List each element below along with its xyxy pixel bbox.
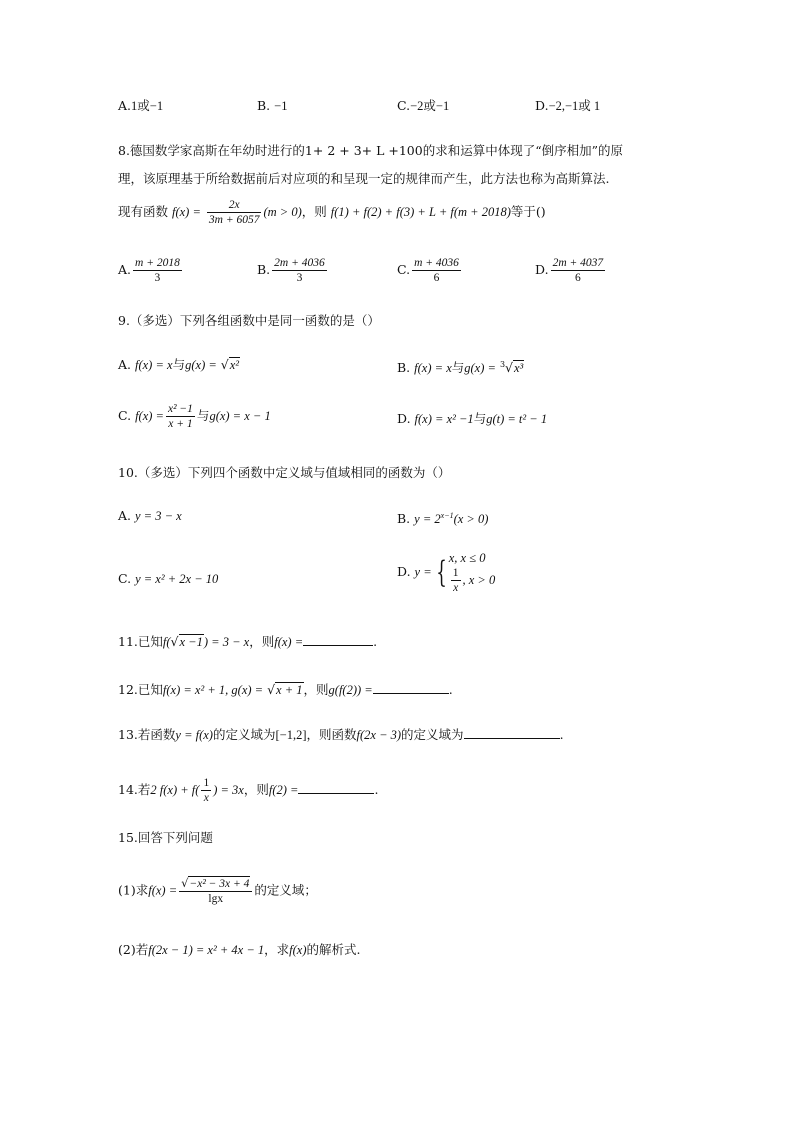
- fraction-numerator: 1: [203, 777, 210, 789]
- answer-blank[interactable]: [464, 726, 560, 739]
- fraction-numerator: x² −1: [167, 403, 193, 415]
- fraction-denominator: x: [453, 582, 459, 594]
- q9-option-d: [397, 410, 547, 428]
- q13-mid2: ，则函数: [306, 727, 357, 742]
- fraction-numerator: √−x² − 3x + 4: [179, 876, 252, 892]
- q8-line-2: 理，该原理基于所给数据前后对应项的和呈现一定的规律而产生，此方法也称为高斯算法.: [118, 171, 610, 186]
- fraction-denominator: x: [203, 792, 209, 804]
- fraction-denominator: 3: [296, 272, 303, 284]
- q8-line-1: 8.德国数学家高斯在年幼时进行的1+ 2 + 3+ L +100的求和运算中体现了“倒序相加”的原: [118, 143, 623, 158]
- q15-p1-prefix: (1)求: [118, 882, 149, 898]
- option-label: C.: [118, 408, 132, 423]
- q8-fraction: [207, 198, 262, 227]
- q13-expr: y = f(x): [175, 728, 213, 742]
- option-label: A.: [118, 508, 132, 523]
- q9-option-b: B. f(x) = x与g(x) = $^3$√x³: [397, 360, 524, 376]
- q14-expr2: ) = 3x: [213, 783, 244, 797]
- fraction-denominator: 3m + 6057: [208, 214, 260, 226]
- q14-mid: ，则: [243, 782, 269, 797]
- option-f: f(x) = x² −1: [414, 412, 474, 426]
- q11: 11.已知f(√x −1) = 3 − x，则f(x) = .: [118, 634, 378, 649]
- q8-sum: f(1) + f(2) + f(3) + L + f(m + 2018): [330, 205, 511, 219]
- q10-option-d: [397, 550, 495, 595]
- q15-part-2: [118, 941, 361, 959]
- q11-mid: ，则: [249, 634, 275, 649]
- option-text: −2,−1或 1: [548, 99, 601, 113]
- option-label: D.: [535, 98, 549, 113]
- fraction-numerator: 2m + 4037: [552, 257, 604, 269]
- q13-mid1: 的定义域为: [212, 727, 276, 742]
- radicand: x³: [514, 361, 524, 376]
- q13-prefix: 13.若函数: [118, 727, 176, 742]
- q7-option-b: [257, 97, 287, 115]
- root-index: 3: [499, 360, 506, 369]
- q8-line-3: [118, 198, 546, 227]
- option-label: D.: [397, 564, 411, 579]
- case-2: [449, 566, 495, 595]
- q12-expr: f(x) = x² + 1, g(x) =: [162, 683, 264, 697]
- q11-prefix: 11.已知: [118, 634, 163, 649]
- fraction-numerator: 2x: [207, 198, 262, 213]
- q15-p2-prefix: (2)若: [118, 942, 149, 957]
- option-f: f(x) =: [135, 409, 164, 423]
- q13: [118, 726, 564, 744]
- q12-mid: ，则: [303, 682, 329, 697]
- option-g: g(t) = t² − 1: [486, 412, 548, 426]
- option-f: f(x) = x: [414, 361, 452, 376]
- q8-end: 等于(): [510, 204, 546, 219]
- option-with: 与: [196, 408, 210, 423]
- option-text: −1: [274, 99, 288, 113]
- option-text: −2或−1: [410, 99, 450, 113]
- radicand: x²: [229, 358, 240, 372]
- option-label: D.: [535, 262, 549, 277]
- option-text: 1或−1: [131, 99, 164, 113]
- q14-end: .: [374, 782, 379, 797]
- q12-end: .: [448, 682, 453, 697]
- q13-mid3: 的定义域为: [401, 727, 464, 742]
- q14: [118, 776, 378, 805]
- option-label: C.: [397, 98, 411, 113]
- option-text: y = x² + 2x − 10: [135, 572, 219, 586]
- option-label: A.: [118, 357, 132, 372]
- option-condition: (x > 0): [453, 512, 489, 527]
- q8-prefix: 现有函数: [118, 204, 169, 219]
- q8-option-d: [535, 256, 607, 285]
- piecewise-cases: [449, 550, 495, 595]
- q7-option-d: [535, 97, 600, 115]
- q11-end: .: [373, 634, 378, 649]
- q14-expr1: 2 f(x) + f(: [150, 783, 200, 797]
- q12-gf: g(f(2)) =: [328, 683, 373, 697]
- q11-f: f(: [162, 635, 171, 649]
- answer-blank[interactable]: [298, 781, 374, 794]
- q15-p1-end: 的定义域；: [254, 882, 317, 898]
- option-text: y = 3 − x: [135, 509, 182, 523]
- option-label: A.: [118, 262, 132, 277]
- q8-option-a: [118, 256, 184, 285]
- option-label: B.: [397, 360, 411, 376]
- q9-option-a: A. f(x) = x与g(x) = √x²: [118, 357, 240, 372]
- fraction-numerator: 1: [452, 567, 459, 579]
- q7-option-c: [397, 97, 449, 115]
- option-label: A.: [118, 98, 132, 113]
- q12: 12.已知f(x) = x² + 1, g(x) = √x + 1，则g(f(2)) = .: [118, 682, 453, 697]
- case-2-condition: , x > 0: [462, 573, 496, 587]
- q9-stem: 9.（多选）下列各组函数中是同一函数的是（）: [118, 313, 380, 328]
- fraction-numerator: m + 2018: [135, 257, 180, 269]
- option-label: C.: [118, 571, 132, 586]
- answer-blank[interactable]: [303, 633, 373, 646]
- q15-p1-f: f(x) =: [148, 883, 178, 898]
- q10-option-c: [118, 570, 218, 588]
- exponent: x−1: [440, 511, 454, 520]
- fraction-denominator: 3: [154, 272, 161, 284]
- option-f: f(x) = x: [135, 358, 173, 372]
- option-label: B.: [257, 262, 271, 277]
- q13-end: .: [559, 727, 564, 742]
- fraction-denominator: x + 1: [168, 418, 193, 430]
- q15-p2-expr: f(2x − 1) = x² + 4x − 1: [148, 943, 265, 957]
- q15-p2-f: f(x): [289, 943, 307, 957]
- q14-f2: f(2) =: [268, 783, 299, 797]
- radicand: −x² − 3x + 4: [189, 878, 250, 890]
- q11-fx: f(x) =: [274, 635, 304, 649]
- q7-option-a: [118, 97, 163, 115]
- option-text: y = 2: [414, 512, 441, 527]
- q8-fx: f(x) =: [172, 205, 201, 219]
- q10-option-b: [397, 507, 488, 528]
- answer-blank[interactable]: [373, 681, 449, 694]
- option-y: y =: [414, 565, 432, 579]
- q8-mid: ，则: [301, 204, 327, 219]
- q15-p2-end: 的解析式.: [306, 942, 361, 957]
- q14-prefix: 14.若: [118, 782, 151, 797]
- left-brace-icon: {: [435, 554, 447, 590]
- option-g: g(x) = x − 1: [209, 409, 271, 423]
- q8-option-c: [397, 256, 463, 285]
- option-g: g(x) =: [185, 358, 217, 372]
- q9-option-c: [118, 402, 271, 431]
- q13-expr2: f(2x − 3): [356, 728, 402, 742]
- option-label: D.: [397, 411, 411, 426]
- case-1: x, x ≤ 0: [448, 551, 486, 565]
- option-with: 与: [172, 357, 186, 372]
- q12-prefix: 12.已知: [118, 682, 163, 697]
- q15-stem: 15.回答下列问题: [118, 830, 213, 845]
- fraction-denominator: lgx: [208, 893, 224, 905]
- option-label: B.: [397, 511, 411, 527]
- q8-option-b: [257, 256, 329, 285]
- q10-option-a: [118, 507, 182, 525]
- q15-part-1: [118, 876, 317, 906]
- fraction-denominator: 6: [574, 272, 581, 284]
- q10-stem: 10.（多选）下列四个函数中定义域与值域相同的函数为（）: [118, 465, 451, 480]
- q8-condition: (m > 0): [263, 205, 302, 219]
- option-label: C.: [397, 262, 411, 277]
- fraction-numerator: 2m + 4036: [274, 257, 325, 269]
- option-g: g(x) =: [464, 361, 496, 376]
- q15-p2-mid: ，求: [264, 942, 290, 957]
- option-with: 与: [473, 411, 487, 426]
- fraction-denominator: 6: [433, 272, 440, 284]
- option-with: 与: [451, 360, 465, 376]
- option-label: B.: [257, 98, 271, 113]
- q11-rest: ) = 3 − x: [203, 635, 250, 649]
- radicand: x + 1: [276, 683, 303, 697]
- q15-p1-fraction: [179, 876, 252, 906]
- fraction-numerator: m + 4036: [414, 257, 459, 269]
- q13-domain: [−1,2]: [275, 728, 307, 742]
- radicand: x −1: [179, 635, 203, 649]
